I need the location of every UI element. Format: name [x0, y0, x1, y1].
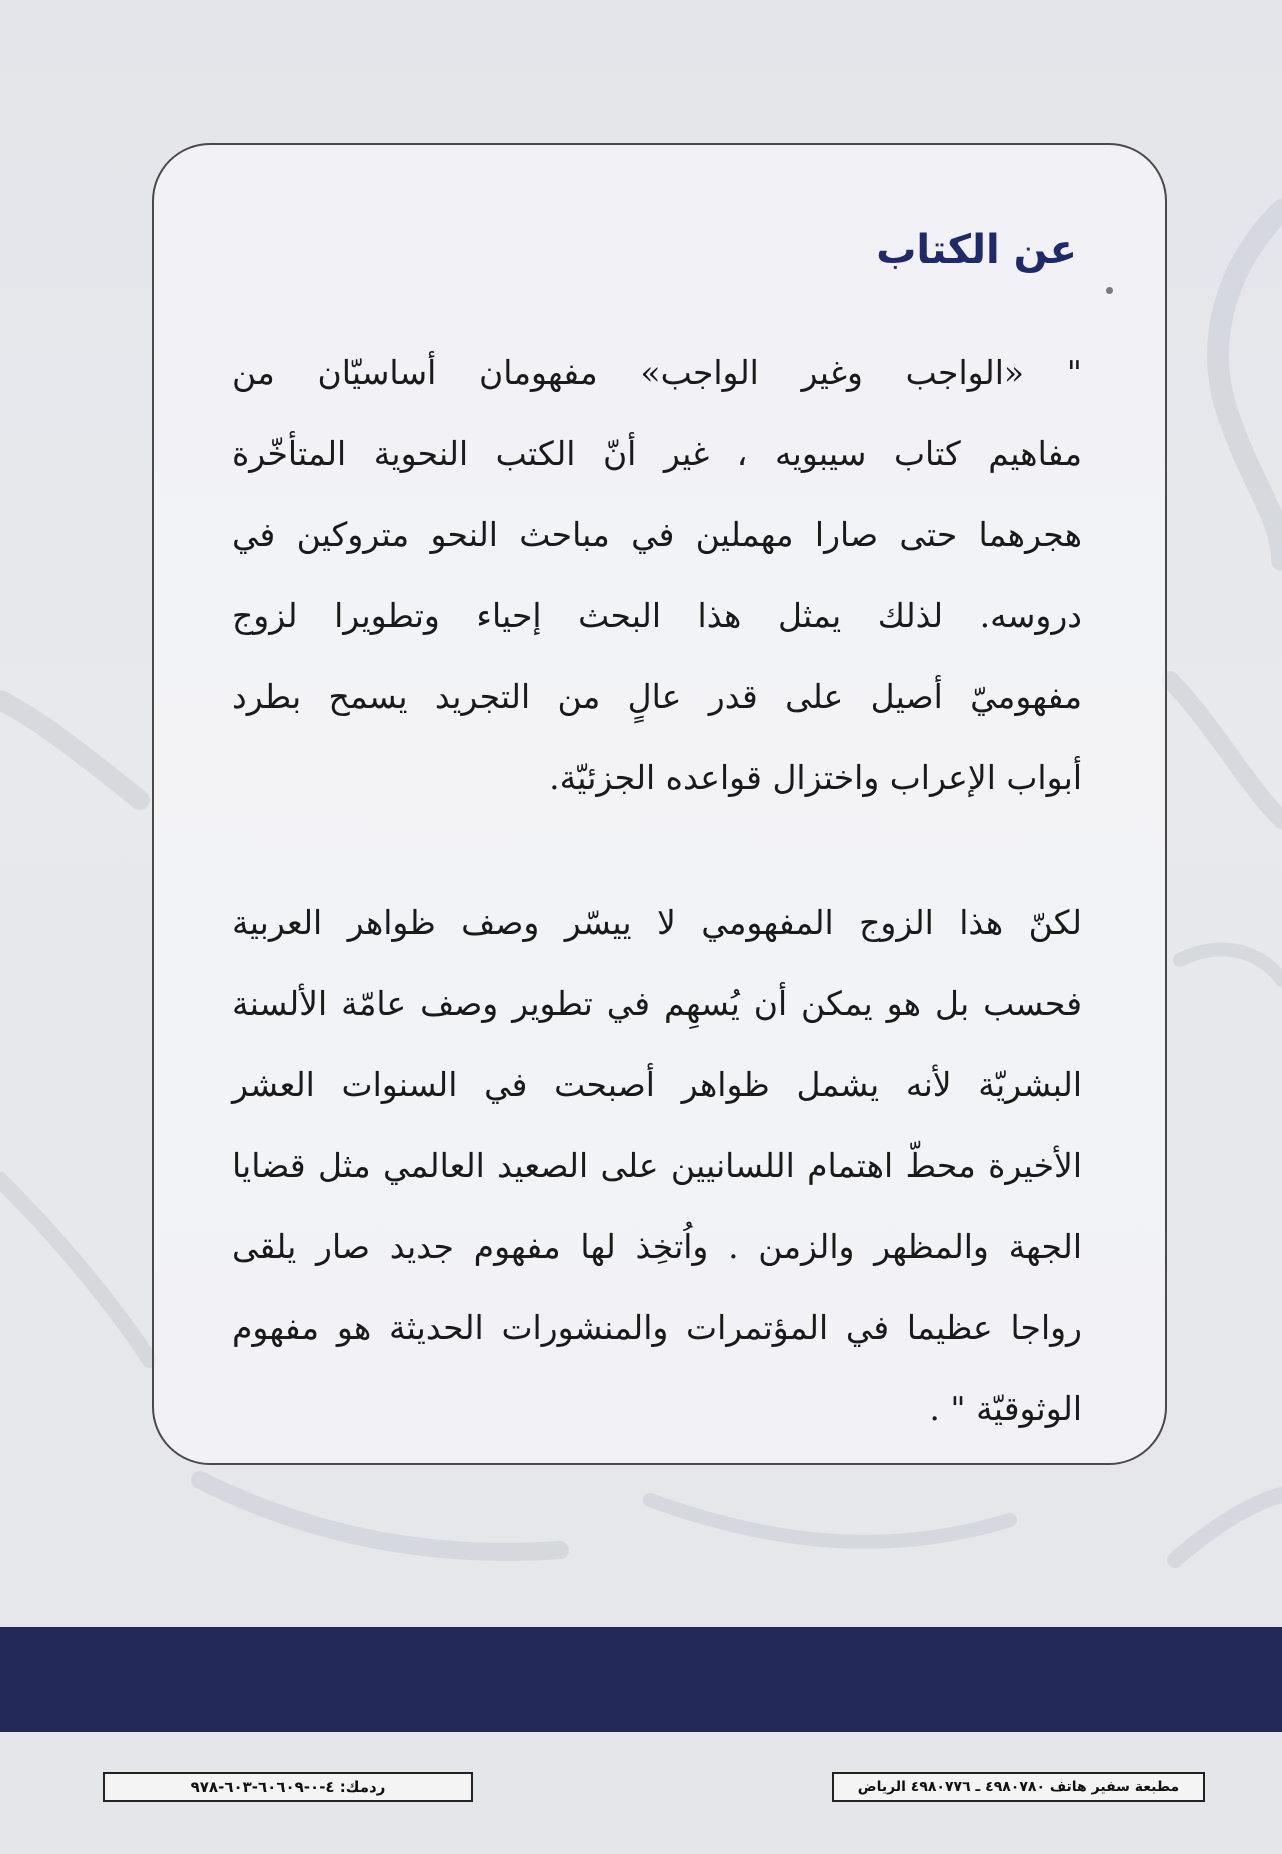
cover-color-band	[0, 1627, 1282, 1732]
title-bullet-dot	[1106, 287, 1113, 294]
printer-label: مطبعة سفير هاتف ٤٩٨٠٧٨٠ ـ ٤٩٨٠٧٧٦ الرياض	[832, 1772, 1205, 1802]
paragraph-line: البشريّة لأنه يشمل ظواهر أصبحت في السنوات العشر	[232, 1065, 1082, 1104]
paragraph-line: الأخيرة محطّ اهتمام اللسانيين على الصعيد العالمي مثل قضايا	[232, 1146, 1082, 1185]
paragraph-line: الوثوقيّة " .	[929, 1389, 1082, 1428]
paragraph-line: دروسه. لذلك يمثل هذا البحث إحياء وتطويرا لزوج	[232, 596, 1082, 635]
paragraph-line: مفاهيم كتاب سيبويه ، غير أنّ الكتب النحوية المتأخّرة	[232, 434, 1082, 473]
paragraph-line: فحسب بل هو يمكن أن يُسهِم في تطوير وصف عامّة الألسنة	[232, 984, 1082, 1023]
paragraph-line: مفهوميّ أصيل على قدر عالٍ من التجريد يسمح بطرد	[232, 677, 1082, 716]
about-book-panel	[152, 143, 1167, 1465]
about-book-title: عن الكتاب	[876, 227, 1077, 273]
isbn-label: ردمك: ٤-٠-٦٠٦٠٩-٦٠٣-٩٧٨	[103, 1772, 473, 1802]
paragraph-line: رواجا عظيما في المؤتمرات والمنشورات الحديثة هو مفهوم	[232, 1308, 1082, 1347]
paragraph-line: هجرهما حتى صارا مهملين في مباحث النحو متروكين في	[232, 515, 1082, 554]
paragraph-line: لكنّ هذا الزوج المفهومي لا ييسّر وصف ظواهر العربية	[232, 903, 1082, 942]
paragraph-line: أبواب الإعراب واختزال قواعده الجزئيّة.	[549, 758, 1082, 797]
about-paragraph-1	[232, 332, 1082, 818]
about-paragraph-2	[232, 882, 1082, 1449]
paragraph-line: " «الواجب وغير الواجب» مفهومان أساسيّان من	[232, 353, 1082, 392]
paragraph-line: الجهة والمظهر والزمن . واُتخِذ لها مفهوم جديد صار يلقى	[232, 1227, 1082, 1266]
